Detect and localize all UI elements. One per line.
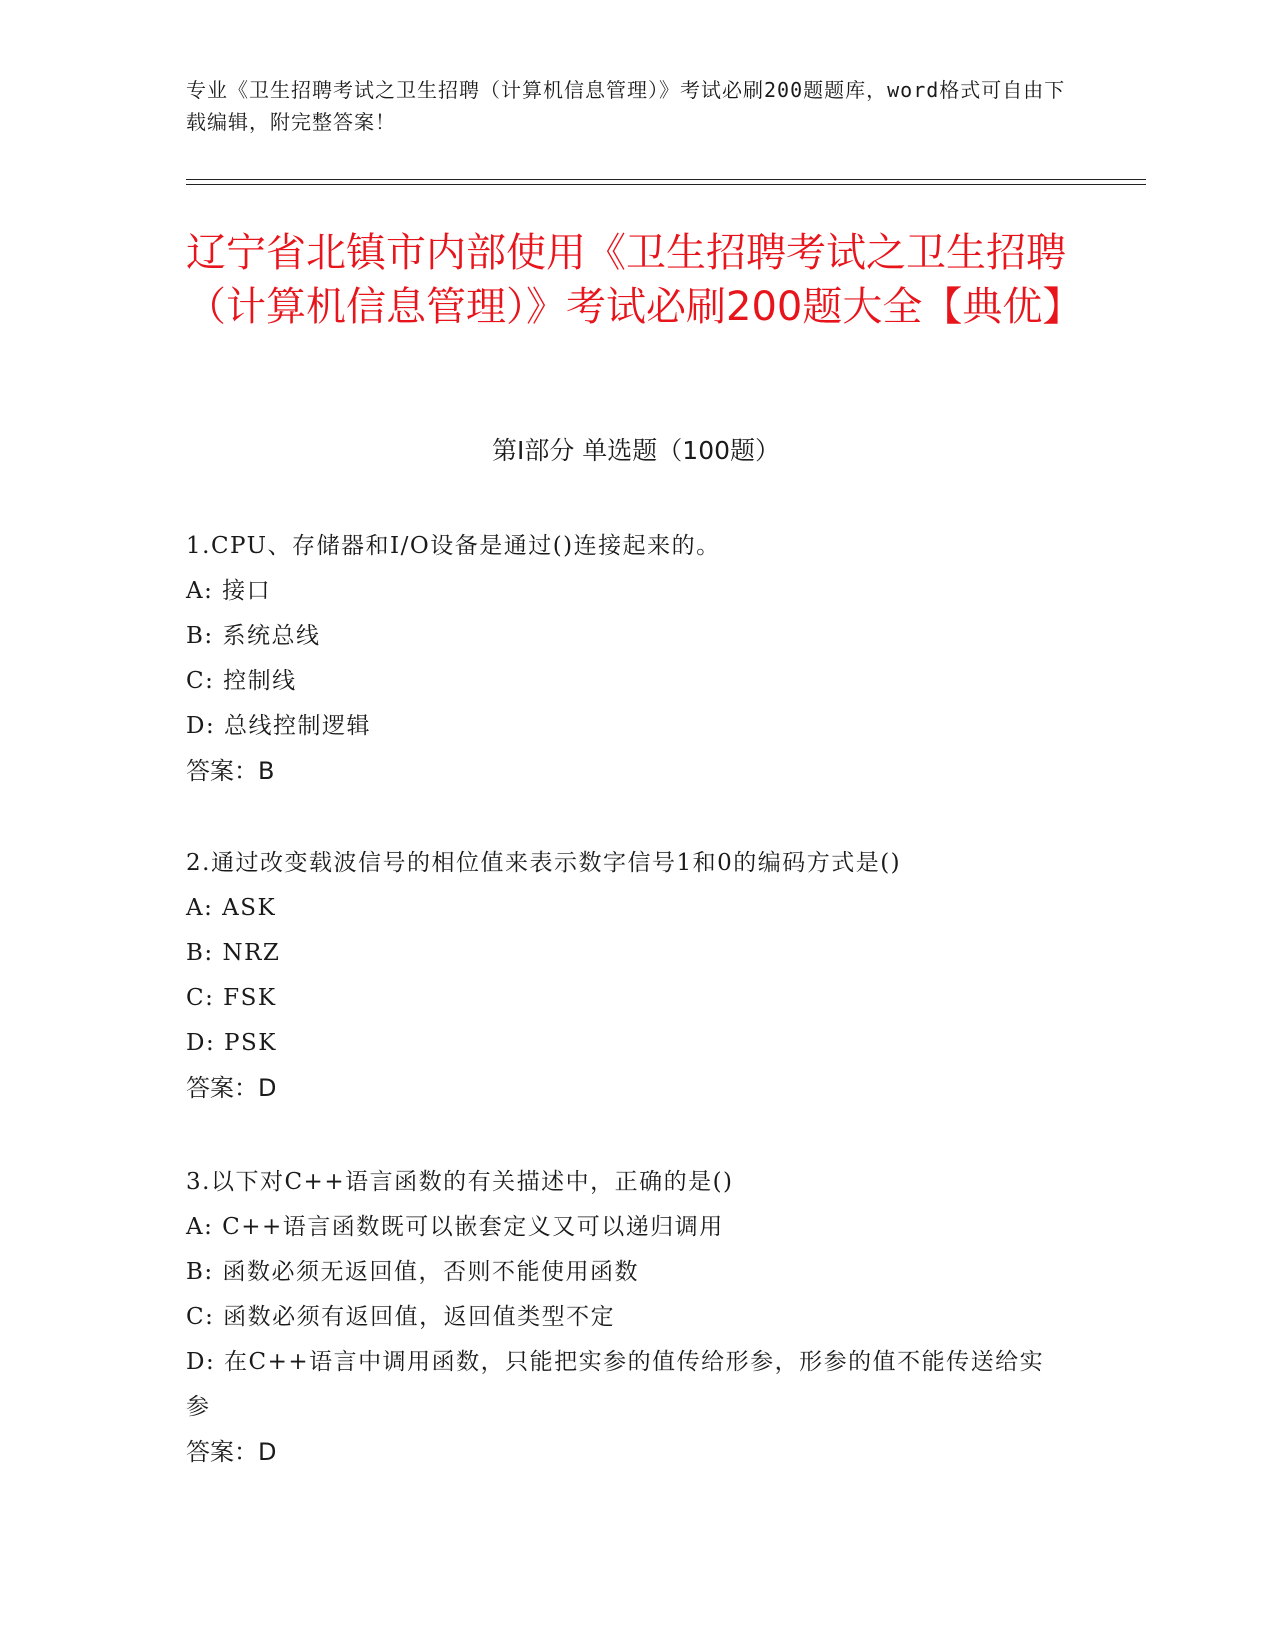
- answer-line: 答案：B: [186, 757, 275, 785]
- question-stem: 1.CPU、存储器和I/O设备是通过()连接起来的。: [186, 533, 721, 559]
- option-c: C: 函数必须有返回值，返回值类型不定: [186, 1304, 616, 1330]
- header-divider-bottom: [186, 184, 1146, 185]
- option-d: D: 总线控制逻辑: [186, 713, 372, 739]
- header-note: 专业《卫生招聘考试之卫生招聘（计算机信息管理）》考试必刷200题题库，word格式可自由下载编辑，附完整答案！: [186, 78, 1066, 134]
- option-c: C: FSK: [186, 985, 277, 1011]
- section-title: 第I部分 单选题（100题）: [491, 436, 781, 465]
- question-block: [186, 524, 1066, 794]
- option-b: B: 函数必须无返回值，否则不能使用函数: [186, 1259, 639, 1285]
- question-block: [186, 841, 1066, 1111]
- question-stem: 2.通过改变载波信号的相位值来表示数字信号1和0的编码方式是(): [186, 850, 902, 876]
- option-a: A: 接口: [186, 578, 272, 604]
- option-a: A: ASK: [186, 895, 277, 921]
- header-divider-top: [186, 179, 1146, 180]
- document-title: 辽宁省北镇市内部使用《卫生招聘考试之卫生招聘（计算机信息管理）》考试必刷200题大全【典优】: [186, 230, 1083, 330]
- option-b: B: 系统总线: [186, 623, 321, 649]
- question-block: [186, 1160, 1066, 1475]
- answer-line: 答案：D: [186, 1074, 277, 1102]
- option-d: D: 在C++语言中调用函数，只能把实参的值传给形参，形参的值不能传送给实参: [186, 1349, 1045, 1420]
- answer-line: 答案：D: [186, 1438, 277, 1466]
- option-c: C: 控制线: [186, 668, 297, 694]
- question-stem: 3.以下对C++语言函数的有关描述中，正确的是(): [186, 1169, 734, 1195]
- option-a: A: C++语言函数既可以嵌套定义又可以递归调用: [186, 1214, 724, 1240]
- option-d: D: PSK: [186, 1030, 277, 1056]
- option-b: B: NRZ: [186, 940, 281, 966]
